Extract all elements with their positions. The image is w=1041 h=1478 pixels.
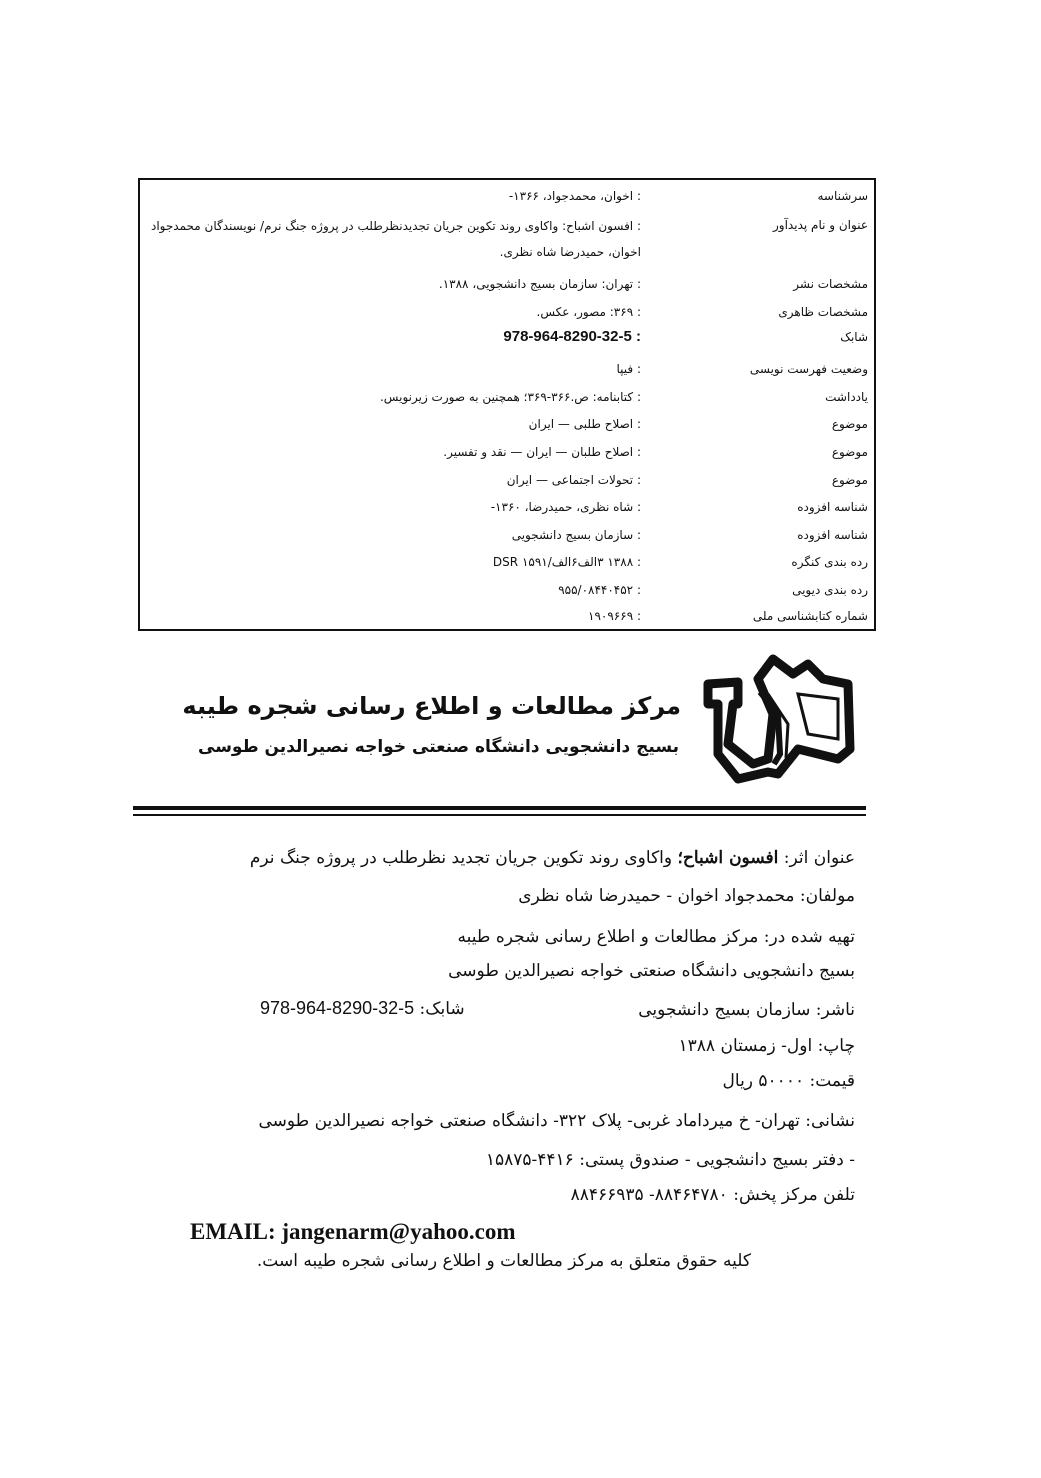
catalog-row-lc-class bbox=[140, 550, 874, 574]
info-isbn bbox=[260, 998, 465, 1019]
catalog-row-status bbox=[140, 357, 874, 381]
catalog-value: : ۹۵۵/۰۸۴۴۰۴۵۲ bbox=[558, 583, 641, 597]
catalog-label: وضعیت فهرست نویسی bbox=[749, 362, 868, 376]
info-address-line1: نشانی: تهران- خ میرداماد غربی- پلاک ۳۲۲- دانشگاه صنعتی خواجه نصیرالدین طوسی bbox=[258, 1111, 855, 1131]
catalog-row-title bbox=[140, 213, 874, 269]
info-copyright: کلیه حقوق متعلق به مرکز مطالعات و اطلاع رسانی شجره طیبه است. bbox=[256, 1251, 751, 1271]
info-price: قیمت: ۵۰۰۰۰ ریال bbox=[722, 1071, 855, 1091]
catalog-label: رده بندی کنگره bbox=[791, 555, 868, 569]
info-phone: تلفن مرکز پخش: ۸۸۴۶۴۷۸۰- ۸۸۴۶۶۹۳۵ bbox=[570, 1185, 855, 1205]
catalog-value: : کتابنامه: ص.۳۶۶-۳۶۹؛ همچنین به صورت زیرنویس. bbox=[379, 390, 641, 404]
catalog-value: : فیپا bbox=[616, 362, 641, 376]
center-subtitle: بسیج دانشجویی دانشگاه صنعتی خواجه نصیرالدین طوسی bbox=[198, 737, 679, 757]
catalog-label: موضوع bbox=[831, 417, 868, 431]
catalog-row-main-entry bbox=[140, 184, 874, 208]
info-authors: مولفان: محمدجواد اخوان - حمیدرضا شاه نظری bbox=[518, 886, 855, 906]
catalog-row-dewey bbox=[140, 578, 874, 602]
catalog-label: رده بندی دیویی bbox=[792, 583, 868, 597]
catalog-label: شناسه افزوده bbox=[797, 500, 868, 514]
catalog-label: موضوع bbox=[831, 473, 868, 487]
catalog-row-subject bbox=[140, 468, 874, 492]
info-prepared-line2: بسیج دانشجویی دانشگاه صنعتی خواجه نصیرالدین طوسی bbox=[448, 961, 855, 981]
catalog-row-subject bbox=[140, 412, 874, 436]
catalog-label: موضوع bbox=[831, 445, 868, 459]
catalog-row-note bbox=[140, 385, 874, 409]
catalog-value: : اصلاح طلبان — ایران — نقد و تفسیر. bbox=[443, 445, 641, 459]
catalog-row-subject bbox=[140, 440, 874, 464]
catalog-label: سرشناسه bbox=[817, 189, 868, 203]
info-title-rest: واکاوی روند تکوین جریان تجدید نظرطلب در پروژه جنگ نرم bbox=[249, 848, 673, 868]
divider-thin bbox=[133, 814, 866, 816]
cataloging-box bbox=[138, 178, 876, 631]
center-title: مرکز مطالعات و اطلاع رسانی شجره طیبه bbox=[182, 692, 681, 720]
catalog-label: عنوان و نام پدیدآور bbox=[773, 218, 868, 232]
catalog-row-national-bib bbox=[140, 604, 874, 628]
info-isbn-label: شابک: bbox=[419, 999, 465, 1019]
info-isbn-value: 978-964-8290-32-5 bbox=[260, 998, 415, 1018]
catalog-value: : سازمان بسیج دانشجویی bbox=[511, 528, 641, 542]
catalog-row-added-entry bbox=[140, 495, 874, 519]
center-logo-icon bbox=[698, 654, 858, 789]
catalog-value: : ۱۳۸۸ ۳الف۶الف/۱۵۹۱ DSR bbox=[492, 555, 641, 569]
info-prepared-line1: تهیه شده در: مرکز مطالعات و اطلاع رسانی شجره طیبه bbox=[457, 927, 855, 947]
catalog-row-isbn bbox=[140, 325, 874, 349]
catalog-value: : ۱۹۰۹۶۶۹ bbox=[588, 609, 641, 623]
catalog-value: : 978-964-8290-32-5 bbox=[503, 328, 641, 345]
divider-thick bbox=[133, 806, 866, 810]
catalog-value: : تحولات اجتماعی — ایران bbox=[506, 473, 641, 487]
catalog-value: : شاه نظری، حمیدرضا، ۱۳۶۰- bbox=[490, 500, 641, 514]
catalog-row-publication bbox=[140, 272, 874, 296]
catalog-value: : اصلاح طلبی — ایران bbox=[528, 417, 641, 431]
info-title-bold: افسون اشباح؛ bbox=[677, 848, 779, 868]
info-edition: چاپ: اول- زمستان ۱۳۸۸ bbox=[678, 1036, 855, 1056]
catalog-row-added-entry bbox=[140, 523, 874, 547]
catalog-label: شماره کتابشناسی ملی bbox=[752, 609, 868, 623]
catalog-value: : ۳۶۹: مصور، عکس. bbox=[536, 305, 641, 319]
catalog-label: مشخصات ظاهری bbox=[778, 305, 868, 319]
catalog-value: : اخوان، محمدجواد، ۱۳۶۶- bbox=[508, 189, 641, 203]
info-address-line2: - دفتر بسیج دانشجویی - صندوق پستی: ۴۴۱۶-۱۵۸۷۵ bbox=[485, 1150, 855, 1170]
catalog-value: : افسون اشباح: واکاوی روند تکوین جریان تجدیدنظرطلب در پروژه جنگ نرم/ نویسندگان محمدجواد اخوان، حمیدرضا شاه نظری. bbox=[151, 219, 641, 259]
catalog-row-physical bbox=[140, 300, 874, 324]
info-email: EMAIL: jangenarm@yahoo.com bbox=[190, 1219, 516, 1244]
info-title-line bbox=[250, 848, 855, 868]
catalog-label: مشخصات نشر bbox=[793, 277, 868, 291]
info-publisher: ناشر: سازمان بسیج دانشجویی bbox=[638, 1000, 855, 1020]
catalog-label: شابک bbox=[840, 330, 868, 344]
catalog-label: یادداشت bbox=[825, 390, 868, 404]
info-title-prefix: عنوان اثر: bbox=[783, 848, 855, 868]
catalog-label: شناسه افزوده bbox=[797, 528, 868, 542]
catalog-value: : تهران: سازمان بسیج دانشجویی، ۱۳۸۸. bbox=[438, 277, 641, 291]
